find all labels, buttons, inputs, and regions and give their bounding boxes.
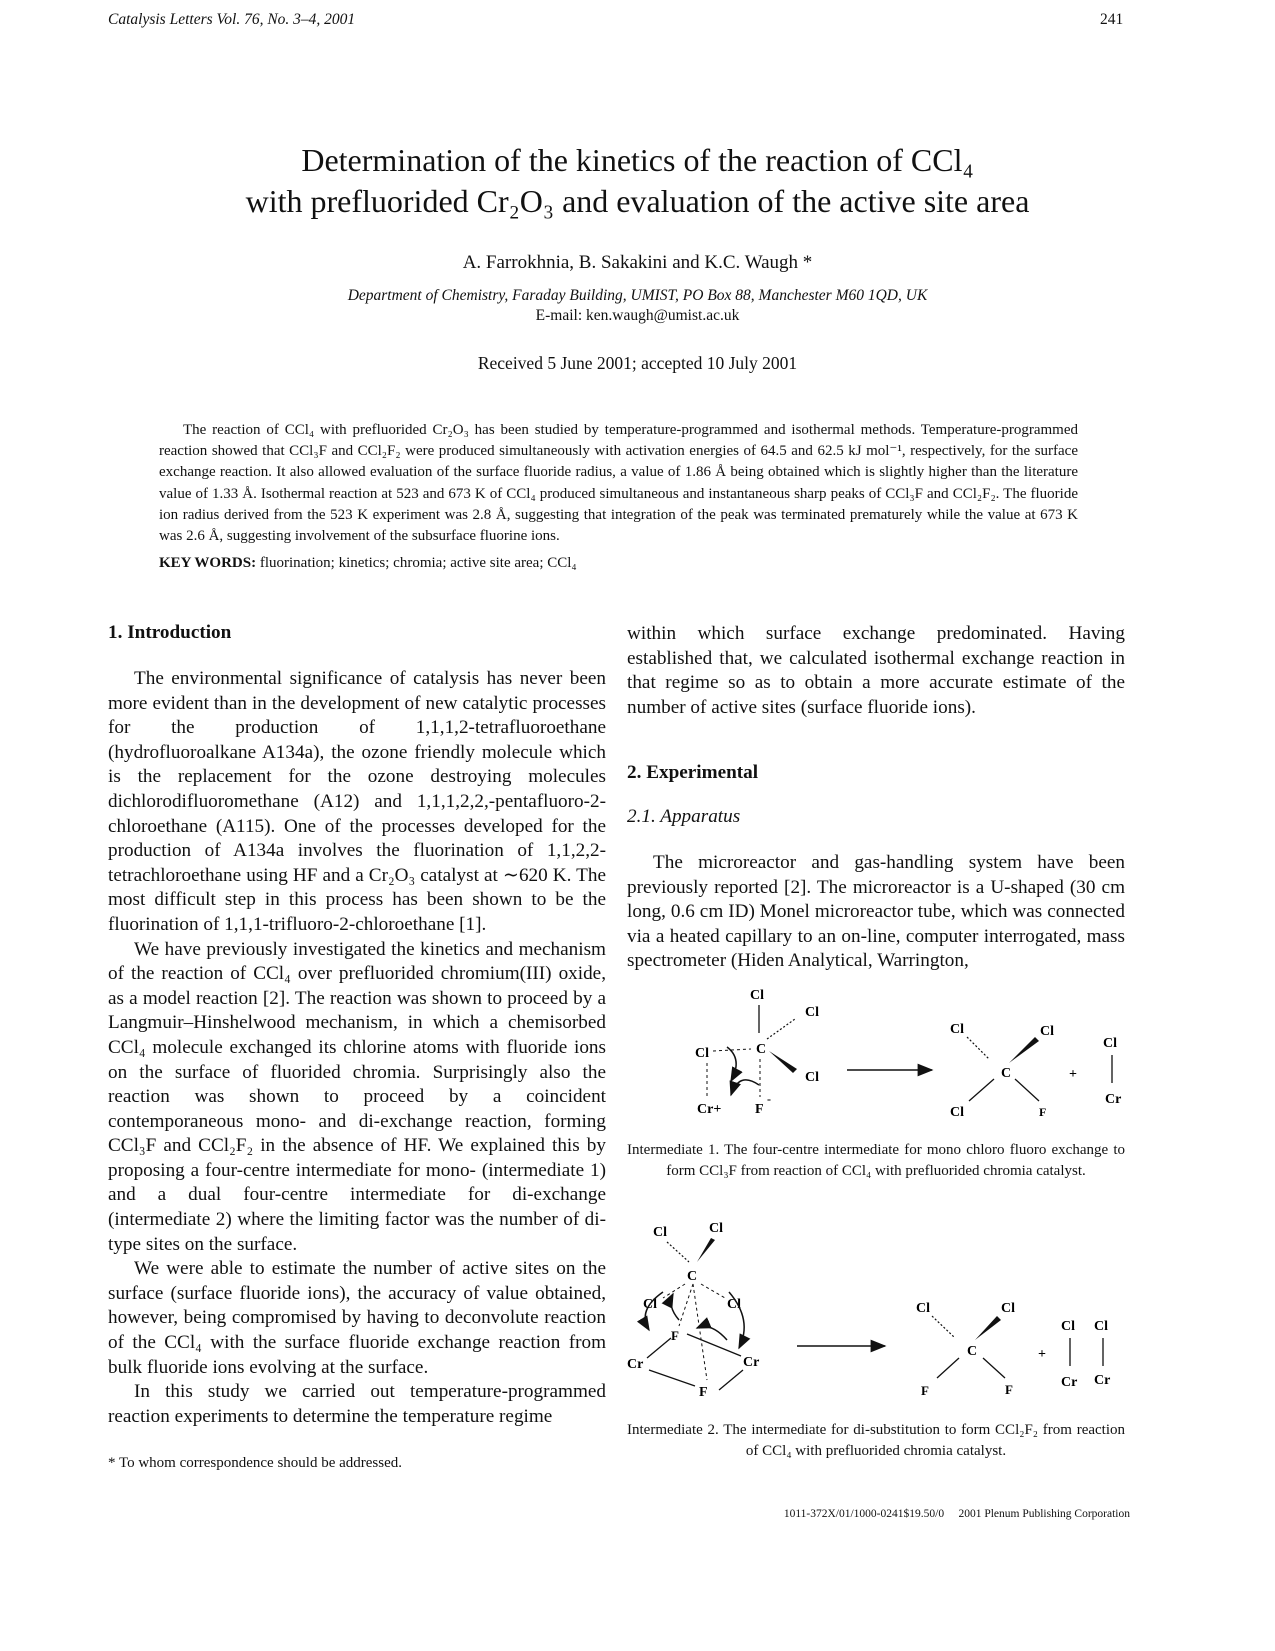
section-heading-experimental: 2. Experimental <box>627 762 759 783</box>
journal-header: Catalysis Letters Vol. 76, No. 3–4, 2001 <box>108 11 356 28</box>
intermediate-1-diagram <box>627 985 1127 1125</box>
intermediate-2-caption <box>627 1420 1125 1461</box>
int1-cl-left: Cl <box>695 1046 709 1061</box>
left-column-body <box>108 667 606 1429</box>
subsection-heading-apparatus: 2.1. Apparatus <box>627 806 741 827</box>
intro-paragraph-2: We have previously investigated the kinetics and mechanism of the reaction of CCl₄ over prefluorided chromium(III) oxide, as a model reaction [2]. The reaction was shown to proceed by a Langmuir–Hinshelwood mechanism, in which a chemisorbed CCl₄ molecule exchanged its chlorine atoms with fluoride ions on the surface of fluorided chromia. Surprisingly also the reaction was shown to proceed by a coincident contemporaneous mono- and di-exchange reaction, forming CCl₃F and CCl₂F₂ in the absence of HF. We explained this by proposing a four-centre intermediate for mono- (intermediate 1) and a dual four-centre intermediate for di-exchange (intermediate 2) where the limiting factor was the number of di-type sites on the surface. <box>108 938 606 1255</box>
int2-crcl-cr-1: Cr <box>1061 1375 1078 1390</box>
int1-crcl-cr: Cr <box>1105 1092 1122 1107</box>
keywords-label: KEY WORDS: <box>159 555 257 571</box>
intro-paragraph-3: We were able to estimate the number of active sites on the surface (surface fluoride ions), the accuracy of value obtained, however, being compromised by having to deconvolute reaction of the CCl₄ with the surface fluoride exchange reaction from bulk fluoride ions evolving at the surface. <box>108 1258 606 1378</box>
apparatus-paragraph: The microreactor and gas-handling system have been previously reported [2]. The microreactor is a U-shaped (30 cm long, 0.6 cm ID) Monel microreactor tube, which was connected via a heated capillary to an on-line, computer interrogated, mass spectrometer (Hiden Analytical, Warrington, <box>627 852 1125 972</box>
int1-cl-lower-right: Cl <box>805 1070 819 1085</box>
received-dates: Received 5 June 2001; accepted 10 July 2001 <box>477 353 798 373</box>
int1-cl-upper-right: Cl <box>805 1005 819 1020</box>
affiliation: Department of Chemistry, Faraday Building, UMIST, PO Box 88, Manchester M60 1QD, UK <box>347 287 928 304</box>
int2-cl-top-right: Cl <box>709 1221 723 1236</box>
int2-f-upper: F <box>671 1328 679 1343</box>
int2-prod-cl-1: Cl <box>916 1301 930 1316</box>
int2-cl-right: Cl <box>727 1297 741 1312</box>
int2-cl-left: Cl <box>643 1297 657 1312</box>
int1-prod-c: C <box>1001 1066 1012 1081</box>
keywords-text: fluorination; kinetics; chromia; active site area; CCl₄ <box>259 555 577 571</box>
int1-c-center: C <box>755 1042 767 1057</box>
abstract: The reaction of CCl₄ with prefluorided Cr₂O₃ has been studied by temperature-programmed and isothermal methods. Temperature-programmed reaction showed that CCl₃F and CCl₂F₂ were produced simultaneously with activation energies of 64.5 and 62.5 kJ mol⁻¹, respectively, for the surface exchange reaction. It also allowed evaluation of the surface fluoride radius, a value of 1.86 Å being obtained which is slightly higher than the literature value of 1.33 Å. Isothermal reaction at 523 and 673 K of CCl₄ produced simultaneous and instantaneous sharp peaks of CCl₃F and CCl₂F₂. The fluoride ion radius derived from the 523 K experiment was 2.8 Å, suggesting that integration of the peak was terminated prematurely while the value at 673 K was 2.6 Å, suggesting involvement of the subsurface fluorine ions. <box>159 422 1078 545</box>
int2-crcl-cl-1: Cl <box>1061 1319 1075 1334</box>
footnote: * To whom correspondence should be addressed. <box>108 1455 403 1471</box>
intermediate-1-caption-text: Intermediate 1. The four-centre intermediate for mono chloro fluoro exchange to form CCl₃F from reaction of CCl₄ with prefluorided chromia catalyst. <box>627 1142 1125 1179</box>
intro-paragraph-1: The environmental significance of catalysis has never been more evident than in the development of new catalytic processes for the production of 1,1,1,2-tetrafluoroethane (hydrofluoroalkane A134a), the ozone friendly molecule which is the replacement for the ozone destroying molecules dichlorodifluoromethane (A12) and 1,1,1,2,2,-pentafluoro-2-chloroethane (A115). One of the processes developed for the production of A134a involves the fluorination of 1,1,2,2-tetrachloroethane using HF and a Cr₂O₃ catalyst at ∼620 K. The most difficult step in this process has been shown to be the fluorination of 1,1,1-trifluoro-2-chloroethane [1]. <box>108 668 606 935</box>
contact-email: E-mail: ken.waugh@umist.ac.uk <box>535 307 740 324</box>
int2-c-center: C <box>687 1269 698 1284</box>
int2-plus: + <box>1038 1347 1046 1362</box>
int2-crcl-cr-2: Cr <box>1094 1373 1111 1388</box>
right-column-continuation <box>627 622 1125 720</box>
intermediate-2-caption-text: Intermediate 2. The intermediate for di-substitution to form CCl₂F₂ from reaction of CCl₄ with prefluorided chromia catalyst. <box>627 1422 1125 1459</box>
continuation-paragraph: within which surface exchange predominated. Having established that, we calculated isothermal exchange reaction in that regime so as to obtain a more accurate estimate of the number of active sites (surface fluoride ions). <box>627 623 1125 718</box>
int1-cr-plus: Cr+ <box>697 1102 722 1117</box>
int1-prod-cl-1: Cl <box>950 1022 964 1037</box>
intermediate-2-diagram <box>627 1210 1127 1400</box>
section-heading-introduction: 1. Introduction <box>108 622 232 643</box>
int2-prod-f-2: F <box>1005 1382 1013 1397</box>
int2-cr-right: Cr <box>743 1355 760 1370</box>
int2-f-lower: F <box>699 1385 708 1400</box>
apparatus-body <box>627 851 1125 974</box>
intermediate-1-caption <box>627 1140 1125 1181</box>
paper-title-line-1: Determination of the kinetics of the reaction of CCl₄ <box>301 142 974 178</box>
publisher-info <box>740 1508 1130 1520</box>
int2-prod-c: C <box>967 1344 978 1359</box>
int2-crcl-cl-2: Cl <box>1094 1319 1108 1334</box>
publisher-name: 2001 Plenum Publishing Corporation <box>958 1508 1130 1520</box>
keywords <box>159 555 577 572</box>
int1-plus: + <box>1069 1067 1077 1082</box>
intro-paragraph-4: In this study we carried out temperature-programmed reaction experiments to determine the temperature regime <box>108 1381 606 1427</box>
int2-prod-f-1: F <box>921 1383 929 1398</box>
int1-crcl-cl: Cl <box>1103 1036 1117 1051</box>
int1-cl-top: Cl <box>750 988 764 1003</box>
int2-cl-top-left: Cl <box>653 1225 667 1240</box>
int1-prod-f: F <box>1039 1105 1047 1119</box>
paper-title-line-2: with prefluorided Cr₂O₃ and evaluation of the active site area <box>245 183 1030 219</box>
int1-prod-cl-3: Cl <box>950 1105 964 1120</box>
author-list: A. Farrokhnia, B. Sakakini and K.C. Waugh * <box>462 252 813 273</box>
int2-prod-cl-2: Cl <box>1001 1301 1015 1316</box>
int2-cr-left: Cr <box>627 1357 644 1372</box>
int1-prod-cl-2: Cl <box>1040 1024 1054 1039</box>
page-number: 241 <box>1100 11 1124 28</box>
issn-code: 1011-372X/01/1000-0241$19.50/0 <box>783 1508 945 1520</box>
int1-f: F <box>755 1102 764 1117</box>
int1-minus: - <box>767 1092 771 1106</box>
